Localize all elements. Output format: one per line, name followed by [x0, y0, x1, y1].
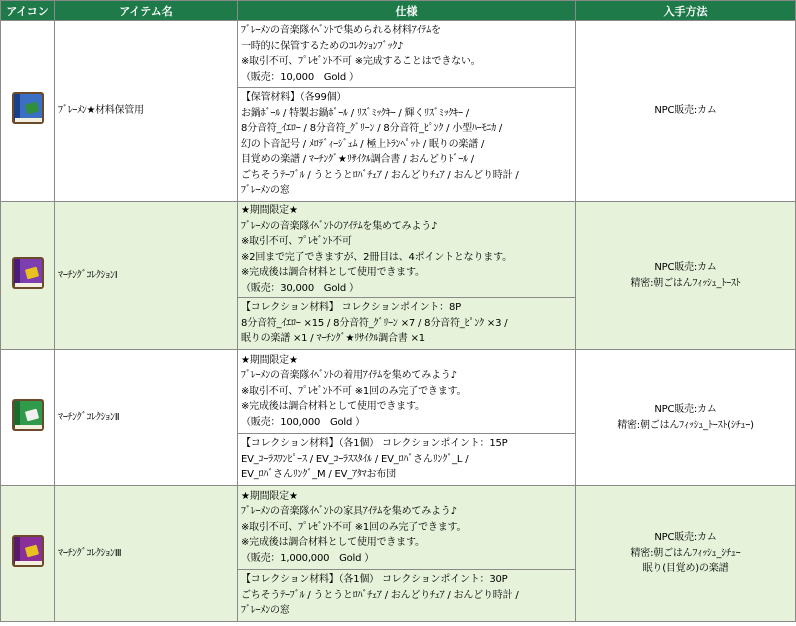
material-line: ごちそうﾃｰﾌﾞﾙ / うとうとﾛﾊﾞﾁｪｱ / おんどりﾁｪｱ / おんどり時計 / [241, 589, 519, 601]
spec-line: ﾌﾞﾚｰﾒﾝの音楽隊ｲﾍﾞﾝﾄのｱｲﾃﾑを集めてみよう♪ [241, 220, 438, 232]
spec-line: ★期間限定★ [241, 490, 298, 502]
material-line: ごちそうﾃｰﾌﾞﾙ / うとうとﾛﾊﾞﾁｪｱ / おんどりﾁｪｱ / おんどり時計 / [241, 169, 519, 181]
spec-line: ※取引不可、ﾌﾟﾚｾﾞﾝﾄ不可 [241, 236, 352, 247]
acquisition-line: 精密:朝ごはんﾌｨｯｼｭ_ﾄｰｽﾄ(ｼﾁｭｰ) [617, 419, 754, 431]
acquisition-line: 精密:朝ごはんﾌｨｯｼｭ_ｼﾁｭｰ [630, 547, 741, 559]
acquisition-line: NPC販売:カム [654, 532, 717, 544]
item-icon-cell [1, 202, 55, 350]
material-line: 【保管材料】（各99個） [241, 92, 347, 104]
acquisition-line: NPC販売:カム [654, 105, 717, 117]
material-line: EV_ﾛﾊﾞさんﾘﾝｸﾞ_M / EV_ｱﾀﾏお布団 [241, 469, 396, 481]
header-icon: アイコン [1, 1, 55, 21]
spec-line: ※完成後は調合材料として使用できます。 [241, 267, 425, 278]
spec-line: ※取引不可、ﾌﾟﾚｾﾞﾝﾄ不可 ※1回のみ完了できます。 [241, 385, 467, 397]
spec-description [238, 21, 576, 88]
spec-description [238, 486, 576, 570]
magenta-book-icon [11, 534, 45, 568]
spec-materials [238, 298, 576, 350]
material-line: 【コレクション材料】（各1個） コレクションポイント：30P [241, 574, 508, 586]
spec-line: ※完成後は調合材料として使用できます。 [241, 401, 425, 413]
spec-line: 一時的に保管するためのｺﾚｸｼｮﾝﾌﾞｯｸ♪ [241, 40, 404, 52]
table-row [1, 350, 796, 434]
material-line: 【コレクション材料】（各1個） コレクションポイント：15P [241, 438, 508, 450]
acquisition-line: NPC販売:カム [654, 404, 717, 415]
material-line: 眠りの楽譜 ×1 / ﾏｰﾁﾝｸﾞ★ﾘｻｲｸﾙ調合書 ×1 [241, 333, 425, 345]
acquisition-method [576, 350, 796, 486]
item-name: ﾏｰﾁﾝｸﾞｺﾚｸｼｮﾝⅡ [55, 350, 238, 486]
spec-materials [238, 570, 576, 622]
spec-description [238, 202, 576, 298]
item-icon-cell [1, 21, 55, 202]
item-name: ﾏｰﾁﾝｸﾞｺﾚｸｼｮﾝⅠ [55, 202, 238, 350]
spec-line: （販売：100,000 Gold ） [241, 416, 365, 428]
acquisition-line: NPC販売:カム [654, 262, 717, 273]
material-line: 8分音符_ｲｴﾛｰ ×15 / 8分音符_ｸﾞﾘｰﾝ ×7 / 8分音符_ﾋﾟﾝｸ ×3 / [241, 317, 508, 329]
item-name: ﾌﾞﾚｰﾒﾝ★材料保管用 [55, 21, 238, 202]
material-line: 【コレクション材料】 コレクションポイント：8P [241, 302, 461, 314]
blue-book-icon [11, 91, 45, 125]
acquisition-method [576, 202, 796, 350]
material-line: ﾌﾞﾚｰﾒﾝの窓 [241, 185, 290, 197]
purple-book-icon [11, 256, 45, 290]
material-line: 8分音符_ｲｴﾛｰ / 8分音符_ｸﾞﾘｰﾝ / 8分音符_ﾋﾟﾝｸ / 小型ﾊｰﾓﾆｶ / [241, 123, 503, 135]
spec-line: （販売：10,000 Gold ） [241, 71, 359, 83]
acquisition-method [576, 486, 796, 622]
material-line: お鍋ﾎﾞｰﾙ / 特製お鍋ﾎﾞｰﾙ / ﾘｽﾞﾐｯｸｷｰ / 輝くﾘｽﾞﾐｯｸｷｰ / [241, 107, 469, 119]
acquisition-method [576, 21, 796, 202]
spec-line: ﾌﾞﾚｰﾒﾝの音楽隊ｲﾍﾞﾝﾄで集められる材料ｱｲﾃﾑを [241, 25, 441, 36]
table-row [1, 202, 796, 298]
acquisition-line: 精密:朝ごはんﾌｨｯｼｭ_ﾄｰｽﾄ [630, 277, 741, 289]
table-row [1, 21, 796, 88]
header-name: アイテム名 [55, 1, 238, 21]
spec-line: ★期間限定★ [241, 354, 298, 366]
spec-line: ※取引不可、ﾌﾟﾚｾﾞﾝﾄ不可 ※1回のみ完了できます。 [241, 521, 467, 533]
material-line: ﾌﾞﾚｰﾒﾝの窓 [241, 605, 290, 617]
spec-line: ※2回まで完了できますが、2冊目は、4ポイントとなります。 [241, 251, 512, 263]
spec-line: （販売：1,000,000 Gold ） [241, 552, 375, 564]
material-line: EV_ｺｰﾗｽﾜﾝﾋﾟｰｽ / EV_ｺｰﾗｽｽﾀｲﾙ / EV_ﾛﾊﾞさんﾘﾝｸﾞ_L / [241, 453, 469, 465]
spec-materials [238, 434, 576, 486]
item-icon-cell [1, 486, 55, 622]
spec-description [238, 350, 576, 434]
spec-materials [238, 88, 576, 202]
spec-line: ★期間限定★ [241, 205, 298, 216]
header-spec: 仕様 [238, 1, 576, 21]
spec-line: ※完成後は調合材料として使用できます。 [241, 537, 425, 549]
material-line: 目覚めの楽譜 / ﾏｰﾁﾝｸﾞ★ﾘｻｲｸﾙ調合書 / おんどりﾄﾞｰﾙ / [241, 154, 474, 166]
spec-line: ﾌﾞﾚｰﾒﾝの音楽隊ｲﾍﾞﾝﾄの着用ｱｲﾃﾑを集めてみよう♪ [241, 370, 457, 382]
item-name: ﾏｰﾁﾝｸﾞｺﾚｸｼｮﾝⅢ [55, 486, 238, 622]
spec-line: ※取引不可、ﾌﾟﾚｾﾞﾝﾄ不可 ※完成することはできない。 [241, 56, 481, 67]
header-how: 入手方法 [576, 1, 796, 21]
item-icon-cell [1, 350, 55, 486]
spec-line: ﾌﾞﾚｰﾒﾝの音楽隊ｲﾍﾞﾝﾄの家具ｱｲﾃﾑを集めてみよう♪ [241, 506, 457, 518]
material-line: 幻の卜音記号 / ﾒﾛﾃﾞｨｰｼﾞｪﾑ / 極上ﾄﾗﾝﾍﾟｯﾄ / 眠りの楽譜 / [241, 138, 485, 150]
acquisition-line: 眠り(目覚め)の楽譜 [642, 563, 729, 575]
spec-line: （販売：30,000 Gold ） [241, 282, 359, 294]
table-row [1, 486, 796, 570]
header-row [1, 1, 796, 21]
green-book-icon [11, 398, 45, 432]
